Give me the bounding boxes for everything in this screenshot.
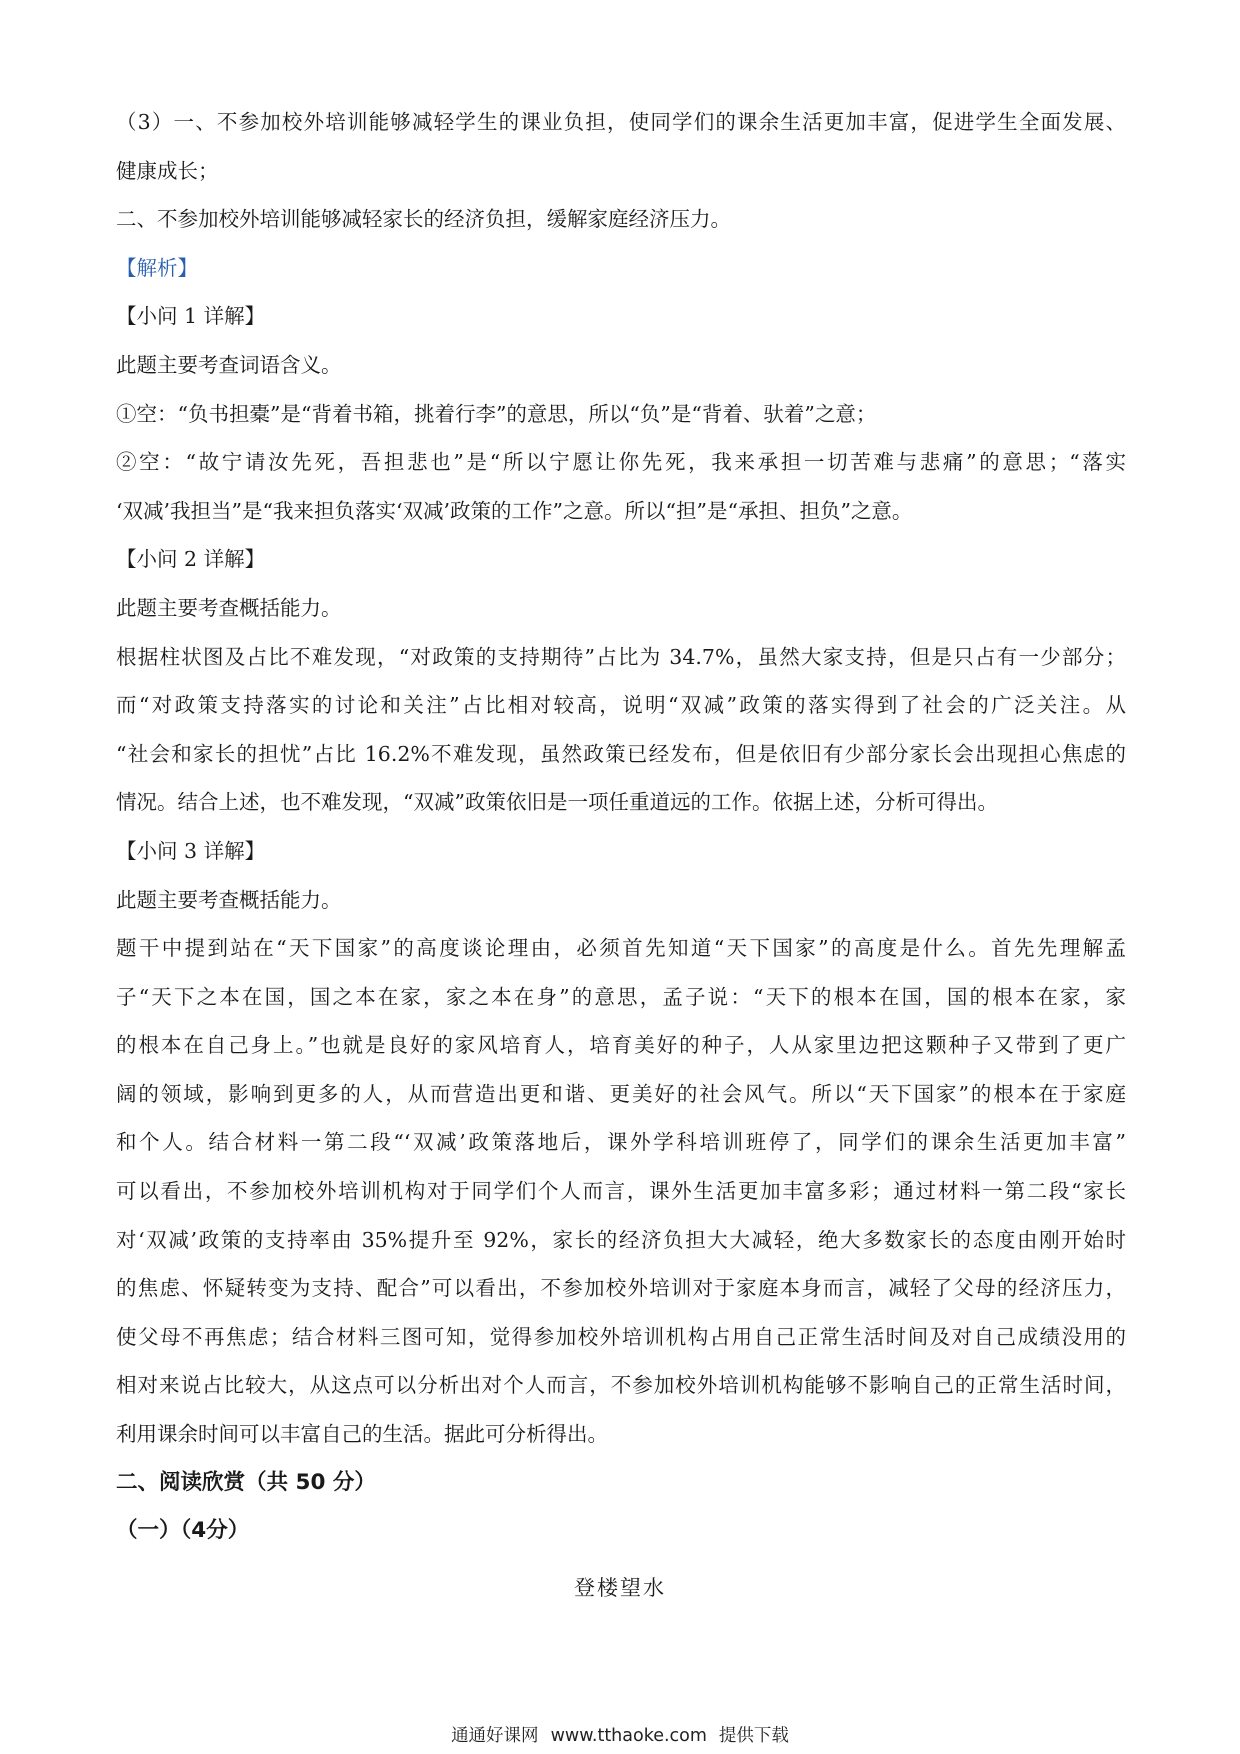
paragraph-line: 利用课余时间可以丰富自己的生活。据此可分析得出。 [116, 1422, 608, 1447]
paragraph-line: “社会和家长的担忧”占比 16.2%不难发现，虽然政策已经发布，但是依旧有少部分家长会出现担心焦虑的 [116, 741, 1126, 766]
footer-site-url[interactable]: www.tthaoke.com [550, 1726, 707, 1746]
page-footer [0, 1722, 1240, 1750]
paragraph-line: 的根本在自己身上。”也就是良好的家风培育人，培育美好的种子，人从家里边把这颗种子又带到了更广 [116, 1033, 1126, 1058]
paragraph-line: 此题主要考查概括能力。 [116, 595, 342, 620]
paragraph-line: 而“对政策支持落实的讨论和关注”占比相对较高，说明“双减”政策的落实得到了社会的广泛关注。从 [116, 693, 1126, 718]
paragraph-line: 相对来说占比较大，从这点可以分析出对个人而言，不参加校外培训机构能够不影响自己的正常生活时间， [116, 1373, 1126, 1398]
answer-line-2: 健康成长； [116, 158, 219, 183]
paragraph-line: 此题主要考查词语含义。 [116, 352, 342, 377]
paragraph-line: ②空：“故宁请汝先死，吾担悲也”是“所以宁愿让你先死，我来承担一切苦难与悲痛”的意思；“落实 [116, 450, 1126, 475]
paragraph-line: 题干中提到站在“天下国家”的高度谈论理由，必须首先知道“天下国家”的高度是什么。首先先理解孟 [116, 936, 1126, 961]
footer-site-name: 通通好课网 [451, 1726, 539, 1746]
paragraph-line: 对‘双减’政策的支持率由 35%提升至 92%，家长的经济负担大大减轻，绝大多数家长的态度由刚开始时 [116, 1227, 1126, 1252]
analysis-label: 【解析】 [116, 255, 198, 280]
document-body [116, 98, 1126, 1556]
answer-line-1: （3）一、不参加校外培训能够减轻学生的课业负担，使同学们的课余生活更加丰富，促进学生全面发展、 [116, 110, 1126, 134]
sub-question-3-heading: 【小问 3 详解】 [116, 838, 266, 863]
paragraph-line: 的焦虑、怀疑转变为支持、配合”可以看出，不参加校外培训对于家庭本身而言，减轻了父母的经济压力， [116, 1276, 1126, 1301]
paragraph-line: 子“天下之本在国，国之本在家，家之本在身”的意思，孟子说：“天下的根本在国，国的根本在家，家 [116, 984, 1126, 1009]
paragraph-line: ①空：“负书担橐”是“背着书箱，挑着行李”的意思，所以“负”是“背着、驮着”之意； [116, 401, 877, 426]
subsection-heading: （一）（4分） [116, 1518, 250, 1544]
paragraph-line: ‘双减’我担当”是“我来担负落实‘双减’政策的工作”之意。所以“担”是“承担、担负”之意。 [116, 498, 913, 523]
paragraph-line: 和个人。结合材料一第二段“‘双减’政策落地后，课外学科培训班停了，同学们的课余生活更加丰富” [116, 1130, 1126, 1155]
sub-question-1-heading: 【小问 1 详解】 [116, 304, 266, 329]
answer-line-3: 二、不参加校外培训能够减轻家长的经济负担，缓解家庭经济压力。 [116, 207, 731, 232]
paragraph-line: 此题主要考查概括能力。 [116, 887, 342, 912]
paragraph-line: 使父母不再焦虑；结合材料三图可知，觉得参加校外培训机构占用自己正常生活时间及对自己成绩没用的 [116, 1324, 1126, 1349]
paragraph-line: 情况。结合上述，也不难发现，“双减”政策依旧是一项任重道远的工作。依据上述，分析可得出。 [116, 790, 998, 815]
poem-title: 登楼望水 [574, 1576, 666, 1600]
section-heading: 二、阅读欣赏（共 50 分） [116, 1469, 376, 1495]
sub-question-2-heading: 【小问 2 详解】 [116, 547, 266, 572]
footer-tagline: 提供下载 [718, 1726, 789, 1746]
paragraph-line: 根据柱状图及占比不难发现，“对政策的支持期待”占比为 34.7%，虽然大家支持，但是只占有一少部分； [116, 644, 1126, 669]
paragraph-line: 可以看出，不参加校外培训机构对于同学们个人而言，课外生活更加丰富多彩；通过材料一第二段“家长 [116, 1179, 1126, 1204]
paragraph-line: 阔的领域，影响到更多的人，从而营造出更和谐、更美好的社会风气。所以“天下国家”的根本在于家庭 [116, 1081, 1126, 1106]
